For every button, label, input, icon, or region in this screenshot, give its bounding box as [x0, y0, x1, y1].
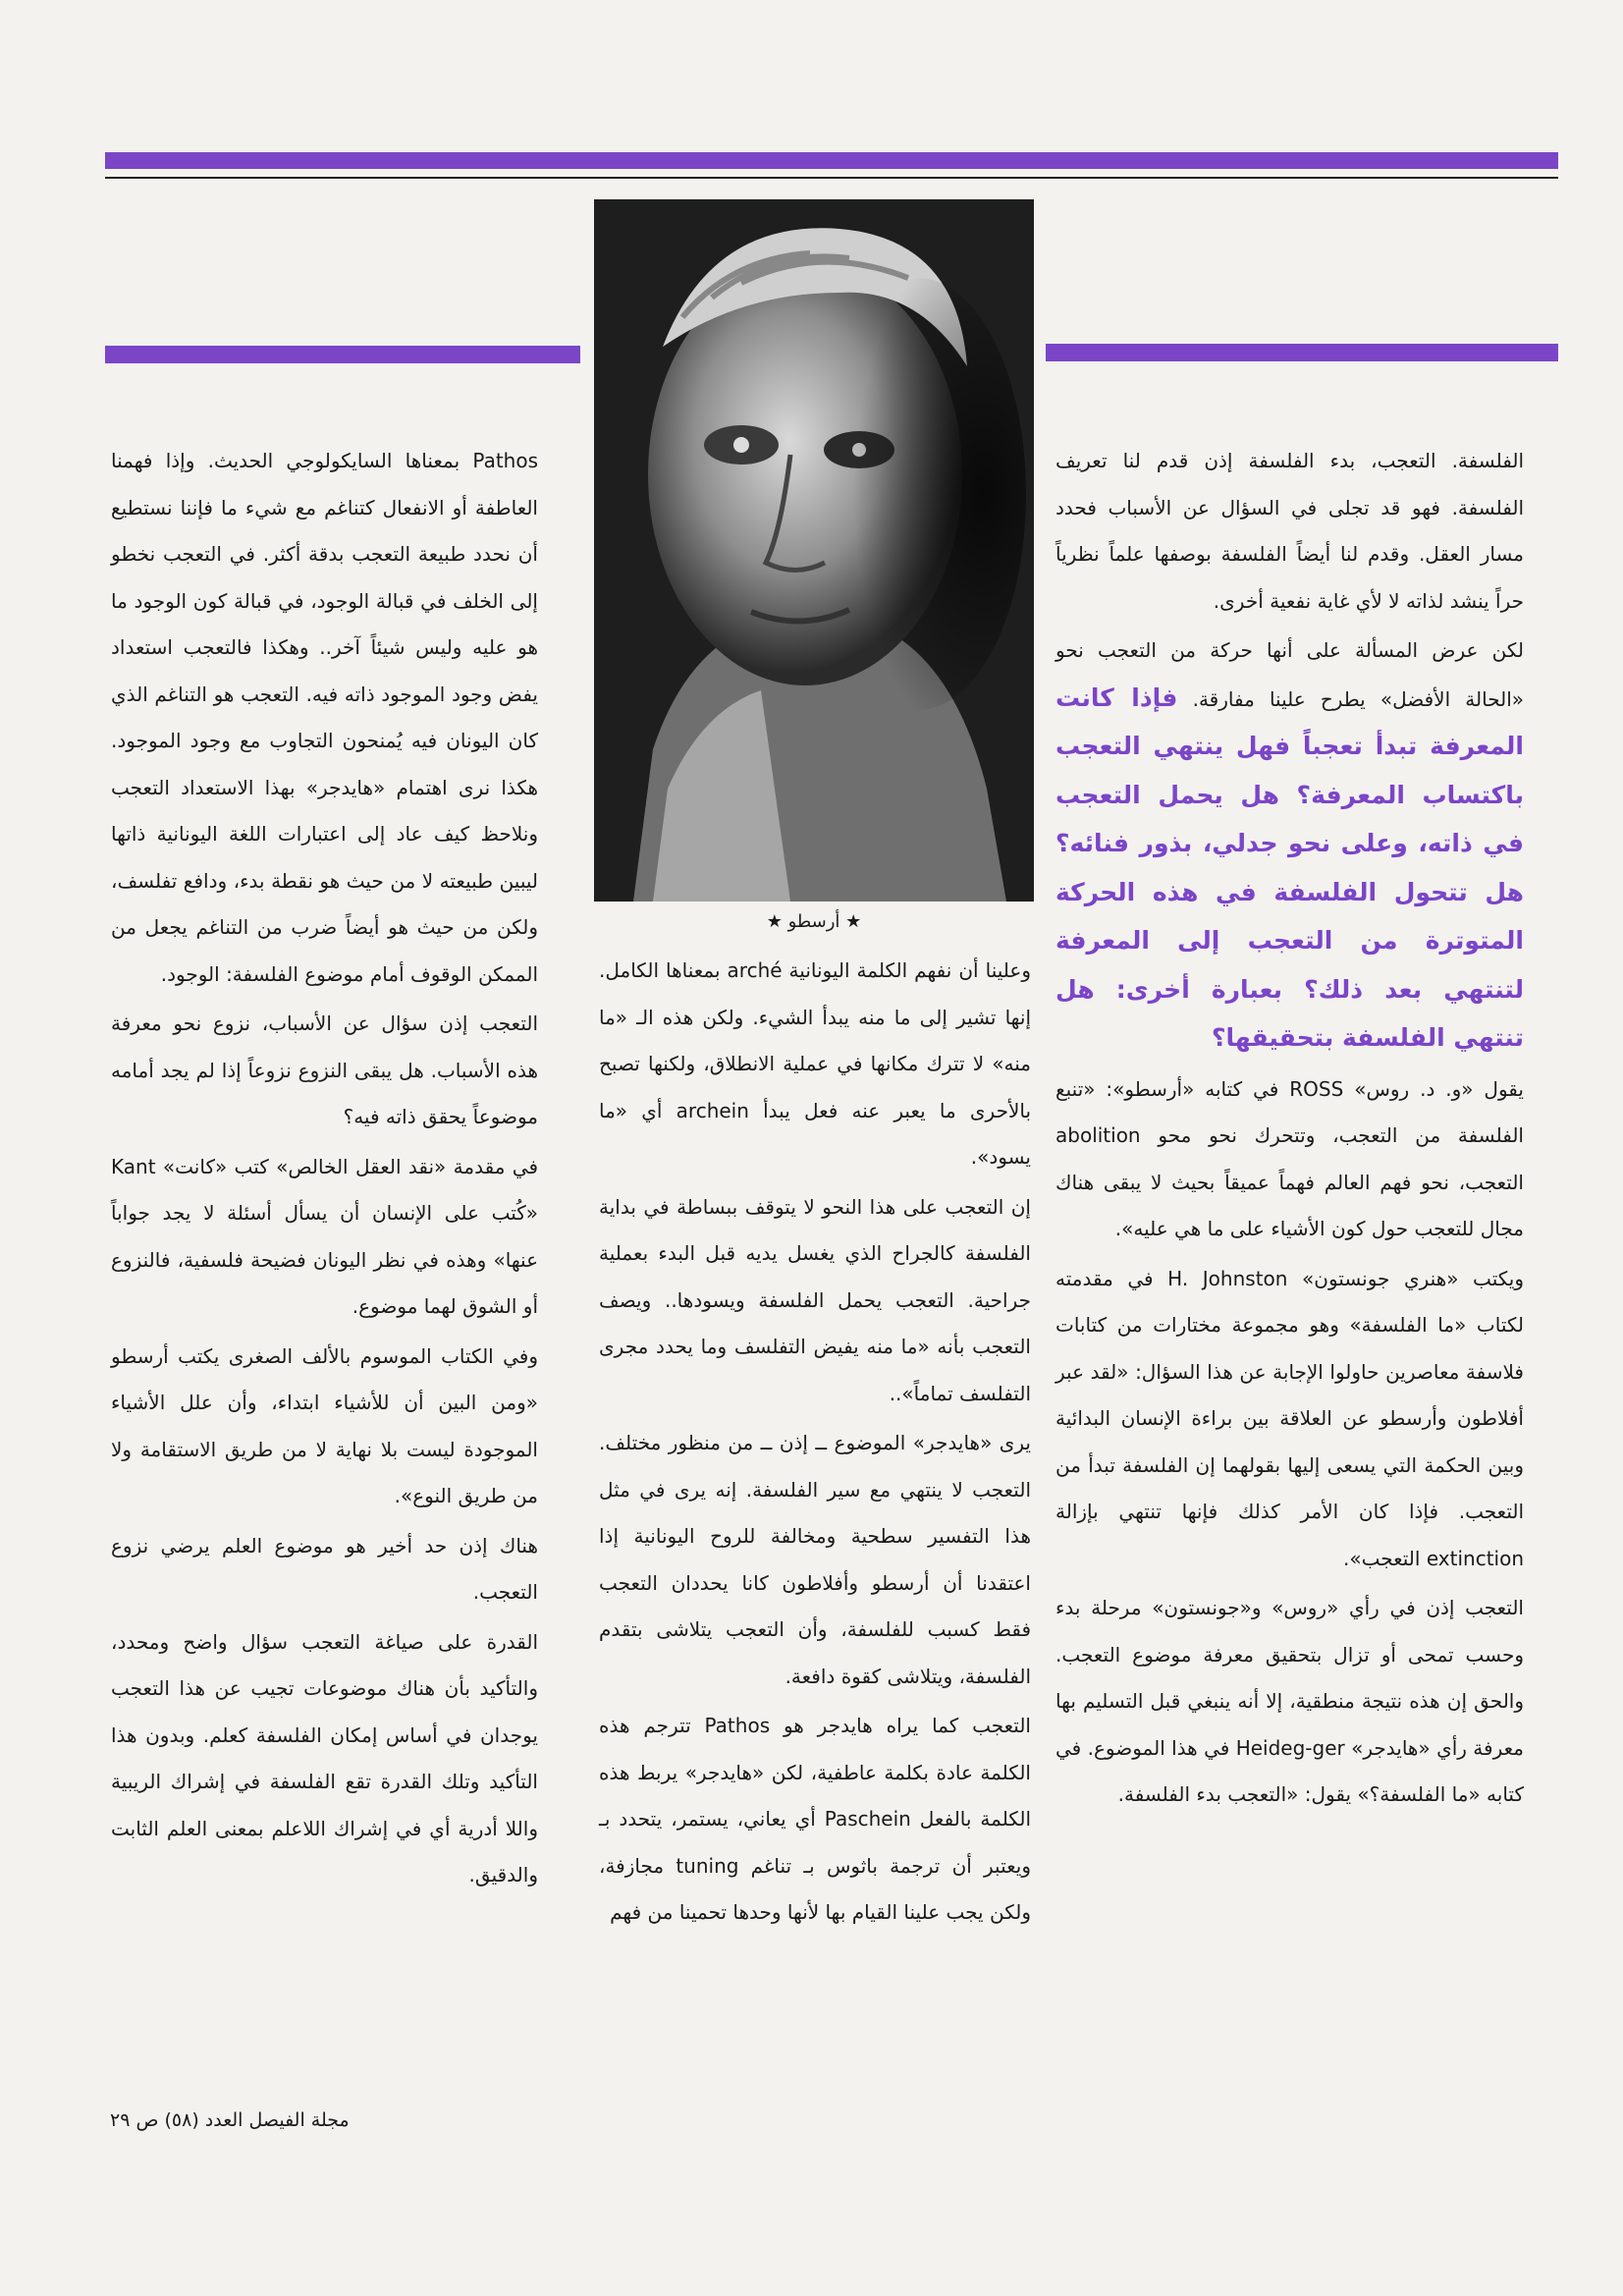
middle-column: [599, 948, 1031, 1937]
paragraph: يقول «و. د. روس» ROSS في كتابه «أرسطو»: «تنبع الفلسفة من التعجب، وتتحرك نحو محو abolition التعجب، نحو فهم العالم فهماً عميقاً بحيث لا يبقى هناك مجال للتعجب حول كون الأشياء على ما هي عليه».: [1055, 1076, 1524, 1240]
left-column-accent-bar: [105, 346, 580, 363]
bust-illustration: [594, 199, 1034, 902]
top-rule: [105, 177, 1558, 179]
paragraph: Pathos بمعناها السايكولوجي الحديث. وإذا فهمنا العاطفة أو الانفعال كتناغم مع شيء ما فإننا نستطيع أن نحدد طبيعة التعجب بدقة أكثر. في التعجب نخطو إلى الخلف في قبالة الوجود، في قبالة كون الوجود ما هو عليه وليس شيئاً آخر.. وهكذا فالتعجب استعداد يفض وجود الموجود ذاته فيه. التعجب هو التناغم الذي كان اليونان فيه يُمنحون التجاوب مع وجود الموجود. هكذا نرى اهتمام «هايدجر» بهذا الاستعداد التعجب ونلاحظ كيف عاد إلى اعتبارات اللغة اليونانية ذاتها ليبين طبيعته لا من حيث هو نقطة بدء، ودافع تفلسف، ولكن من حيث هو أيضاً ضرب من التناغم يجعل من الممكن الوقوف أمام موضوع الفلسفة: الوجود.: [111, 449, 538, 986]
paragraph: القدرة على صياغة التعجب سؤال واضح ومحدد، والتأكيد بأن هناك موضوعات تجيب عن هذا التعجب يوجدان في أساس إمكان الفلسفة كعلم. وبدون هذا التأكيد وتلك القدرة تقع الفلسفة في إشراك الريبية واللا أدرية أي في إشراك اللاعلم بمعنى العلم الثابت والدقيق.: [111, 1629, 538, 1886]
paragraph-text: لكن عرض المسألة على أنها حركة من التعجب نحو «الحالة الأفضل» يطرح علينا مفارقة.: [1055, 638, 1525, 711]
paragraph: الفلسفة. التعجب، بدء الفلسفة إذن قدم لنا تعريف الفلسفة. فهو قد تجلى في السؤال عن الأسباب فحدد مسار العقل. وقدم لنا أيضاً الفلسفة بوصفها علماً نظرياً حراً ينشد لذاته لا لأي غاية نفعية أخرى.: [1055, 449, 1524, 613]
paragraph: يرى «هايدجر» الموضوع ــ إذن ــ من منظور مختلف. التعجب لا ينتهي مع سير الفلسفة. إنه يرى في مثل هذا التفسير سطحية ومخالفة للروح اليونانية إذا اعتقدنا أن أرسطو وأفلاطون كانا يحددان التعجب فقط كسبب للفلسفة، وأن التعجب يتلاشى بتقدم الفلسفة، ويتلاشى كقوة دافعة.: [599, 1431, 1031, 1688]
aristotle-bust-image: [594, 199, 1034, 902]
paragraph: إن التعجب على هذا النحو لا يتوقف ببساطة في بداية الفلسفة كالجراح الذي يغسل يديه قبل البدء بعملية جراحية. التعجب يحمل الفلسفة ويسودها.. ويصف التعجب بأنه «ما منه يفيض التفلسف وما يحدد مجرى التفلسف تماماً»..: [599, 1194, 1031, 1405]
paragraph: التعجب إذن في رأي «روس» و«جونستون» مرحلة بدء وحسب تمحى أو تزال بتحقيق معرفة موضوع التعجب. والحق إن هذه نتيجة منطقية، إلا أنه ينبغي قبل التسليم بها معرفة رأي «هايدجر» Heideg-ger في هذا الموضوع. في كتابه «ما الفلسفة؟» يقول: «التعجب بدء الفلسفة.: [1055, 1596, 1524, 1806]
paragraph: في مقدمة «نقد العقل الخالص» كتب «كانت» Kant «كُتب على الإنسان أن يسأل أسئلة لا يجد جواباً عنها» وهذه في نظر اليونان فضيحة فلسفية، فالنزوع أو الشوق لهما موضوع.: [111, 1154, 538, 1318]
paragraph: التعجب إذن سؤال عن الأسباب، نزوع نحو معرفة هذه الأسباب. هل يبقى النزوع نزوعاً إذا لم يجد أمامه موضوعاً يحقق ذاته فيه؟: [111, 1011, 538, 1128]
paragraph: [1055, 628, 1524, 1064]
paragraph: وعلينا أن نفهم الكلمة اليونانية arché بمعناها الكامل. إنها تشير إلى ما منه يبدأ الشيء. ولكن هذه الـ «ما منه» لا تترك مكانها في عملية الانطلاق، ولكنها تصبح بالأحرى ما يعبر عنه فعل يبدأ archein أي «ما يسود».: [599, 958, 1032, 1169]
paragraph: هناك إذن حد أخير هو موضوع العلم يرضي نزوع التعجب.: [111, 1533, 538, 1604]
left-column: [111, 438, 538, 1899]
top-accent-bar: [105, 152, 1558, 169]
right-column-accent-bar: [1046, 344, 1558, 361]
paragraph: وفي الكتاب الموسوم بالألف الصغرى يكتب أرسطو «ومن البين أن للأشياء ابتداء، وأن علل الأشياء الموجودة ليست بلا نهاية لا من طريق الاستقامة ولا من طريق النوع».: [111, 1343, 538, 1507]
right-column: [1055, 438, 1524, 1819]
paragraph: التعجب كما يراه هايدجر هو Pathos تترجم هذه الكلمة عادة بكلمة عاطفية، لكن «هايدجر» يربط هذه الكلمة بالفعل Paschein أي يعاني، يستمر، يتحدد بـ ويعتبر أن ترجمة باثوس بـ تناغم tuning مجازفة، ولكن يجب علينا القيام بها لأنها وحدها تحمينا من فهم: [599, 1714, 1032, 1924]
page-footer: مجلة الفيصل العدد (٥٨) ص ٢٩: [110, 2109, 350, 2131]
highlighted-question: فإذا كانت المعرفة تبدأ تعجباً فهل ينتهي التعجب باكتساب المعرفة؟ هل يحمل التعجب في ذاته، وعلى نحو جدلي، بذور فنائه؟ هل تتحول الفلسفة في هذه الحركة المتوترة من التعجب إلى المعرفة لتنتهي بعد ذلك؟ بعبارة أخرى: هل تنتهي الفلسفة بتحقيقها؟: [1055, 683, 1524, 1052]
paragraph: ويكتب «هنري جونستون» H. Johnston في مقدمته لكتاب «ما الفلسفة» وهو مجموعة مختارات من كتابات فلاسفة معاصرين حاولوا الإجابة عن هذا السؤال: «لقد عبر أفلاطون وأرسطو عن العلاقة بين براءة الإنسان البدائية وبين الحكمة التي يسعى إليها بقولهما إن الفلسفة تبدأ من التعجب. فإذا كان الأمر كذلك فإنها تنتهي بإزالة extinction التعجب».: [1055, 1266, 1525, 1570]
image-caption: ★ أرسطو ★: [766, 911, 862, 932]
